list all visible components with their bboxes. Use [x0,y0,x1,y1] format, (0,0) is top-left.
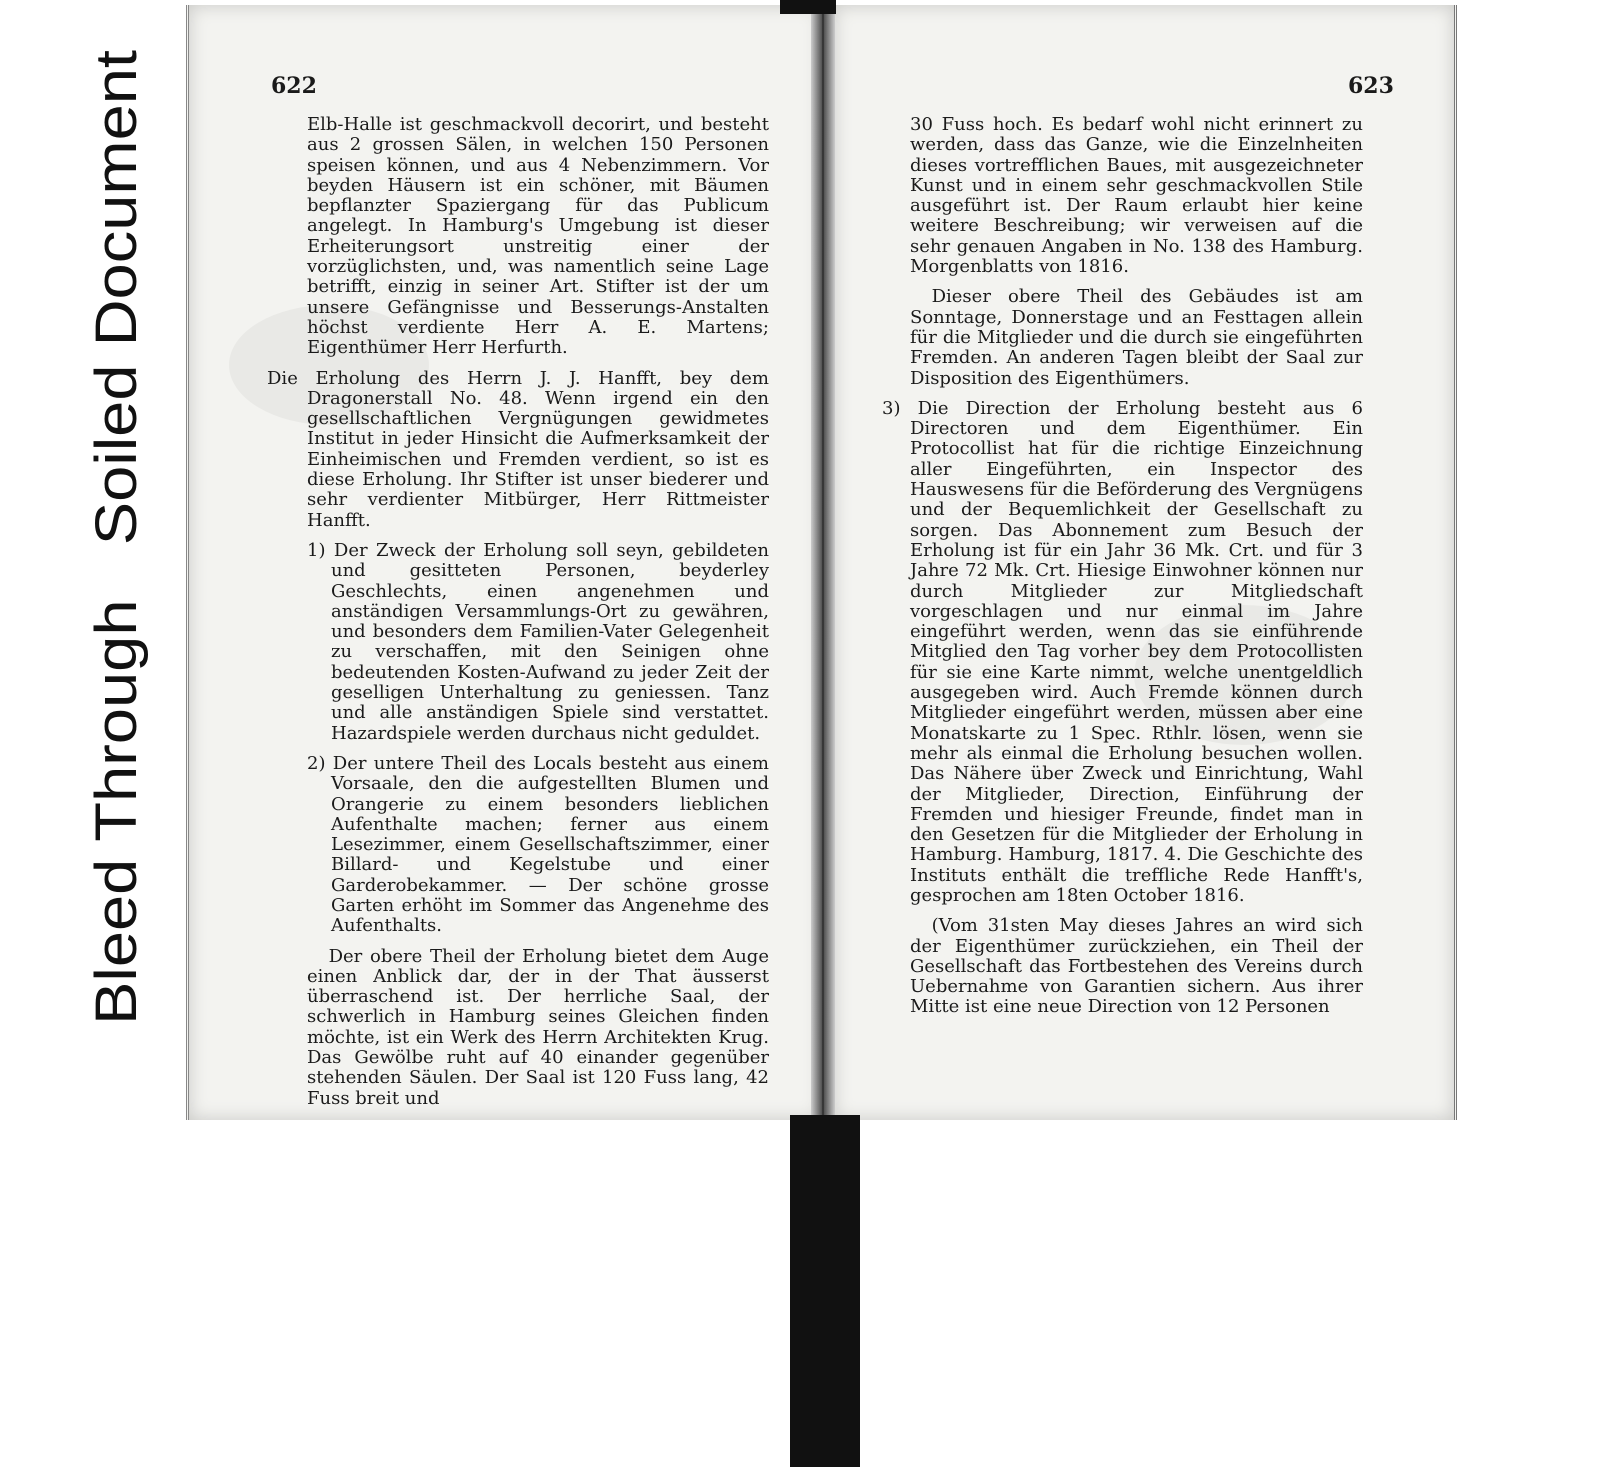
stamp-text: Bleed Through Soiled Document [84,155,149,1025]
paragraph: Elb-Halle ist geschmackvoll decorirt, und besteht aus 2 grossen Sälen, in welchen 150 Personen speisen können, und aus 4 Nebenzimmern. Vor beyden Häusern ist ein schöner, mit Bäumen bepflanzter Spaziergang für das Publicum angelegt. In Hamburg's Umgebung ist dieser Erheiterungsort unstreitig einer der vorzüglichsten, und, was namentlich seine Lage betrifft, einzig in seiner Art. Stifter ist der um unsere Gefängnisse und Besserungs-Anstalten höchst verdiente Herr A. E. Martens; Eigenthümer Herr Herfurth. [307,114,769,359]
right-page [834,5,1457,1120]
paragraph: (Vom 31sten May dieses Jahres an wird sich der Eigenthümer zurückziehen, ein Theil der Gesellschaft das Fortbestehen des Vereins durch Uebernahme von Garantien sichern. Aus ihrer Mitte ist eine neue Direction von 12 Personen [910,915,1363,1018]
left-page [186,5,821,1120]
right-page-text [882,114,1363,1018]
left-page-text [267,114,769,1109]
page-number: 623 [1348,73,1394,99]
paragraph: Dieser obere Theil des Gebäudes ist am Sonntage, Donnerstage und an Festtagen allein für die Mitglieder und die durch sie eingeführten Fremden. An anderen Tagen bleibt der Saal zur Disposition des Eigenthümers. [910,286,1363,389]
book-gutter [811,5,835,1120]
bleed-through-stamp [66,40,156,1040]
binding-tab-bottom [790,1115,860,1467]
list-item-1: 1) Der Zweck der Erholung soll seyn, gebildeten und gesitteten Personen, beyderley Geschlechts, einen angenehmen und anständigen Versammlungs-Ort zu gewähren, und besonders dem Familien-Vater Gelegenheit zu verschaffen, mit den Seinigen ohne bedeutenden Kosten-Aufwand zu jeder Zeit der geselligen Unterhaltung zu geniessen. Tanz und alle anständigen Spiele sind verstattet. Hazardspiele werden durchaus nicht geduldet. [307,539,769,744]
paragraph-erholung: Die Erholung des Herrn J. J. Hanfft, bey dem Dragonerstall No. 48. Wenn irgend ein den gesellschaftlichen Vergnügungen gewidmetes Institut in jeder Hinsicht die Aufmerksamkeit der Einheimischen und Fremden verdient, so ist es diese Erholung. Ihr Stifter ist unser biederer und sehr verdienter Mitbürger, Herr Rittmeister Hanfft. [267,367,769,531]
paragraph: 30 Fuss hoch. Es bedarf wohl nicht erinnert zu werden, dass das Ganze, wie die Einzelnheiten dieses vortrefflichen Baues, mit ausgezeichneter Kunst und in einem sehr geschmackvollen Stile ausgeführt ist. Der Raum erlaubt hier keine weitere Beschreibung; wir verweisen auf die sehr genauen Angaben in No. 138 des Hamburg. Morgenblatts von 1816. [910,114,1363,278]
list-item-3: 3) Die Direction der Erholung besteht aus 6 Directoren und dem Eigenthümer. Ein Protocollist hat für die richtige Einzeichnung aller Eingeführten, ein Inspector des Hauswesens für die Beförderung des Vergnügens und der Bequemlichkeit der Gesellschaft zu sorgen. Das Abonnement zum Besuch der Erholung ist für ein Jahr 36 Mk. Crt. und für 3 Jahre 72 Mk. Crt. Hiesige Einwohner können nur durch Mitglieder zur Mitgliedschaft vorgeschlagen und nur einmal im Jahre eingeführt werden, wenn das sie einführende Mitglied den Tag vorher bey dem Protocollisten für sie eine Karte nimmt, welche unentgeldlich ausgegeben wird. Auch Fremde können durch Mitglieder eingeführt werden, müssen aber eine Monatskarte zu 1 Spec. Rthlr. lösen, wenn sie mehr als einmal die Erholung besuchen wollen. Das Nähere über Zweck und Einrichtung, Wahl der Mitglieder, Direction, Einführung der Fremden und hiesiger Freunde, findet man in den Gesetzen für die Mitglieder der Erholung in Hamburg. Hamburg, 1817. 4. Die Geschichte des Instituts enthält die treffliche Rede Hanfft's, gesprochen am 18ten October 1816. [882,397,1363,906]
binding-tab-top [780,0,836,14]
page-number: 622 [271,73,317,99]
paragraph: Der obere Theil der Erholung bietet dem Auge einen Anblick dar, der in der That äusserst überraschend ist. Der herrliche Saal, der schwerlich in Hamburg seines Gleichen finden möchte, ist ein Werk des Herrn Architekten Krug. Das Gewölbe ruht auf 40 einander gegenüber stehenden Säulen. Der Saal ist 120 Fuss lang, 42 Fuss breit und [307,945,769,1109]
list-item-2: 2) Der untere Theil des Locals besteht aus einem Vorsaale, den die aufgestellten Blumen und Orangerie zu einem besonders lieblichen Aufenthalte machen; ferner aus einem Lesezimmer, einem Gesellschaftszimmer, einer Billard- und Kegelstube und einer Garderobekammer. — Der schöne grosse Garten erhöht im Sommer das Angenehme des Aufenthalts. [307,752,769,937]
open-book [178,5,1478,1125]
